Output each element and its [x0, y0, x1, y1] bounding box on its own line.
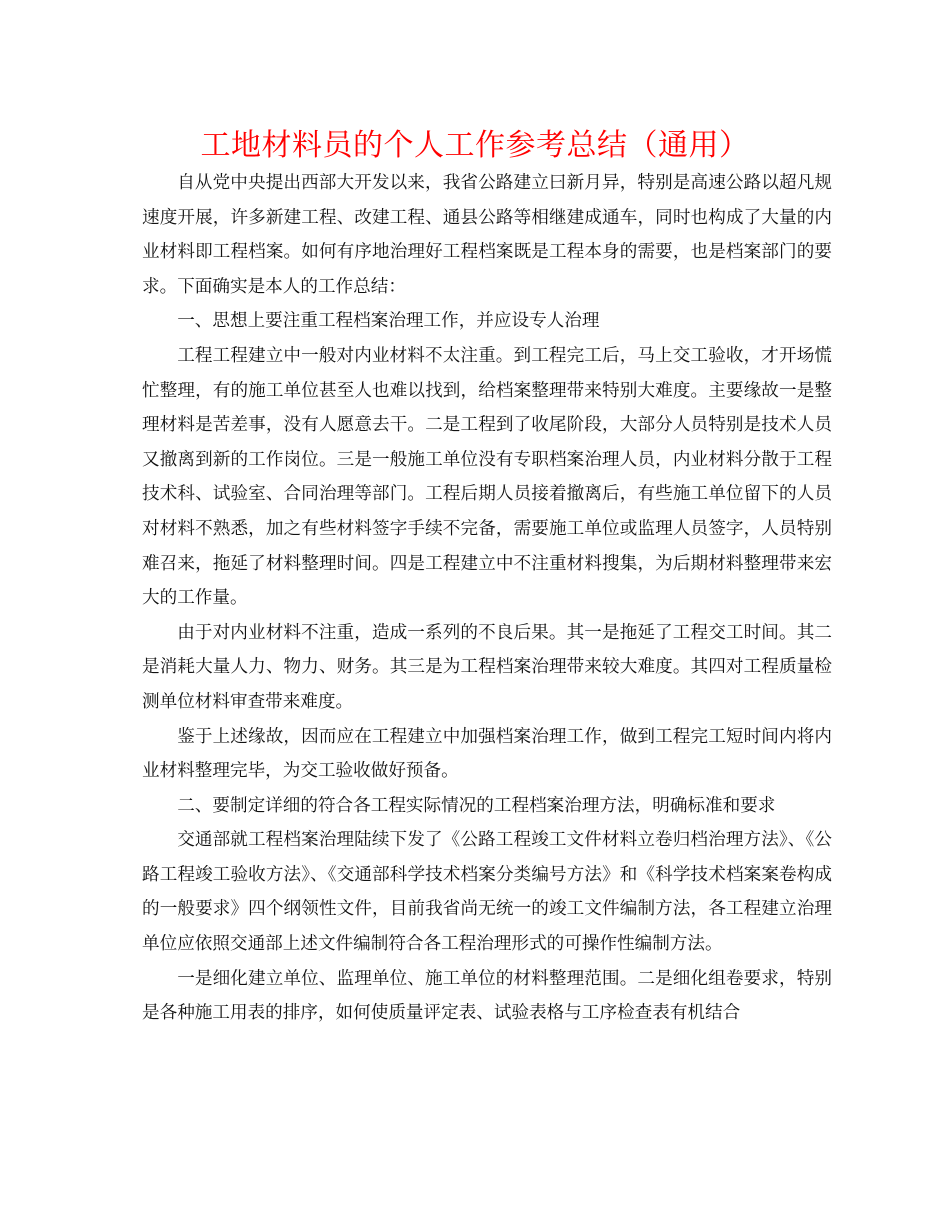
section-heading-2: 二、要制定详细的符合各工程实际情况的工程档案治理方法，明确标准和要求: [177, 795, 776, 816]
paragraph: 一是细化建立单位、监理单位、施工单位的材料整理范围。二是细化组卷要求，特别是各种施工用表的排序，如何使质量评定表、试验表格与工序检查表有机结合: [142, 968, 832, 1024]
document-body: [142, 166, 832, 1031]
paragraph: 由于对内业材料不注重，造成一系列的不良后果。其一是拖延了工程交工时间。其二是消耗大量人力、物力、财务。其三是为工程档案治理带来较大难度。其四对工程质量检测单位材料审查带来难度。: [142, 622, 832, 712]
paragraph: 鉴于上述缘故，因而应在工程建立中加强档案治理工作，做到工程完工短时间内将内业材料整理完毕，为交工验收做好预备。: [142, 726, 832, 782]
document-title: 工地材料员的个人工作参考总结（通用）: [200, 128, 750, 163]
paragraph: 交通部就工程档案治理陆续下发了《公路工程竣工文件材料立卷归档治理方法》、《公路工程竣工验收方法》、《交通部科学技术档案分类编号方法》和《科学技术档案案卷构成的一般要求》四个纲领性文件，目前我省尚无统一的竣工文件编制方法，各工程建立治理单位应依照交通部上述文件编制符合各工程治理形式的可操作性编制方法。: [142, 830, 832, 955]
paragraph: 工程工程建立中一般对内业材料不太注重。到工程完工后，马上交工验收，才开场慌忙整理，有的施工单位甚至人也难以找到，给档案整理带来特别大难度。主要缘故一是整理材料是苦差事，没有人愿意去干。二是工程到了收尾阶段，大部分人员特别是技术人员又撤离到新的工作岗位。三是一般施工单位没有专职档案治理人员，内业材料分散于工程技术科、试验室、合同治理等部门。工程后期人员接着撤离后，有些施工单位留下的人员对材料不熟悉，加之有些材料签字手续不完备，需要施工单位或监理人员签字，人员特别难召来，拖延了材料整理时间。四是工程建立中不注重材料搜集，为后期材料整理带来宏大的工作量。: [142, 345, 832, 609]
paragraph-intro: 自从党中央提出西部大开发以来，我省公路建立曰新月异，特别是高速公路以超凡规速度开展，许多新建工程、改建工程、通县公路等相继建成通车，同时也构成了大量的内业材料即工程档案。如何有序地治理好工程档案既是工程本身的需要，也是档案部门的要求。下面确实是本人的工作总结：: [142, 173, 832, 297]
section-heading-1: 一、思想上要注重工程档案治理工作，并应设专人治理: [177, 311, 600, 332]
